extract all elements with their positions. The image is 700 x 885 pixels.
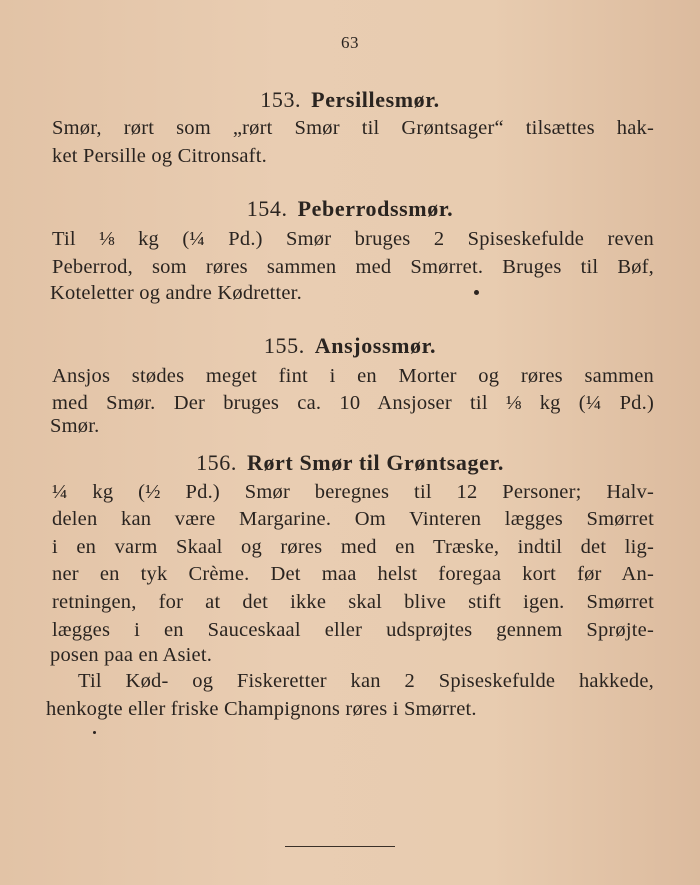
recipe-text-line: Ansjos stødes meget fint i en Morter og røres sammen bbox=[52, 365, 654, 387]
recipe-text-line: i en varm Skaal og røres med en Træske, indtil det lig- bbox=[52, 536, 654, 558]
ink-speck bbox=[474, 290, 479, 295]
recipe-text-line: retningen, for at det ikke skal blive stift igen. Smørret bbox=[52, 591, 654, 613]
recipe-text-line: ¼ kg (½ Pd.) Smør beregnes til 12 Personer; Halv- bbox=[52, 481, 654, 503]
recipe-text-line: med Smør. Der bruges ca. 10 Ansjoser til ⅛ kg (¼ Pd.) bbox=[52, 392, 654, 414]
recipe-title: Ansjossmør. bbox=[314, 333, 437, 358]
recipe-number: 156. bbox=[196, 450, 237, 475]
recipe-text-line: lægges i en Sauceskaal eller udsprøjtes gennem Sprøjte- bbox=[52, 619, 654, 641]
recipe-text-line: Koteletter og andre Kødretter. bbox=[50, 282, 302, 304]
recipe-text-line: henkogte eller friske Champignons røres i Smørret. bbox=[46, 698, 477, 720]
recipe-number: 155. bbox=[263, 333, 305, 358]
recipe-number: 153. bbox=[260, 87, 302, 112]
recipe-text-line: Til Kød- og Fiskeretter kan 2 Spiseskefulde hakkede, bbox=[78, 670, 654, 692]
recipe-text-line: Peberrod, som røres sammen med Smørret. Bruges til Bøf, bbox=[52, 256, 654, 278]
recipe-heading-156 bbox=[0, 450, 700, 476]
recipe-heading-153 bbox=[0, 87, 700, 113]
recipe-heading-155 bbox=[0, 333, 700, 359]
recipe-text-line: delen kan være Margarine. Om Vinteren lægges Smørret bbox=[52, 508, 654, 530]
recipe-text-line: ket Persille og Citronsaft. bbox=[52, 145, 267, 167]
recipe-text-line: posen paa en Asiet. bbox=[50, 644, 213, 666]
recipe-text-line: Smør, rørt som „rørt Smør til Grøntsager“ tilsættes hak- bbox=[52, 117, 654, 139]
recipe-text-line: ner en tyk Crème. Det maa helst foregaa kort før An- bbox=[52, 563, 654, 585]
page-number: 63 bbox=[341, 33, 359, 52]
recipe-text-line: Smør. bbox=[50, 415, 100, 437]
recipe-number: 154. bbox=[246, 196, 288, 221]
recipe-title: Rørt Smør til Grøntsager. bbox=[246, 450, 504, 475]
ink-speck bbox=[93, 731, 96, 734]
recipe-heading-154 bbox=[0, 196, 700, 222]
page-end-rule bbox=[285, 846, 395, 847]
recipe-title: Peberrodssmør. bbox=[297, 196, 454, 221]
recipe-text-line: Til ⅛ kg (¼ Pd.) Smør bruges 2 Spiseskefulde reven bbox=[52, 228, 654, 250]
recipe-title: Persillesmør. bbox=[311, 87, 440, 112]
